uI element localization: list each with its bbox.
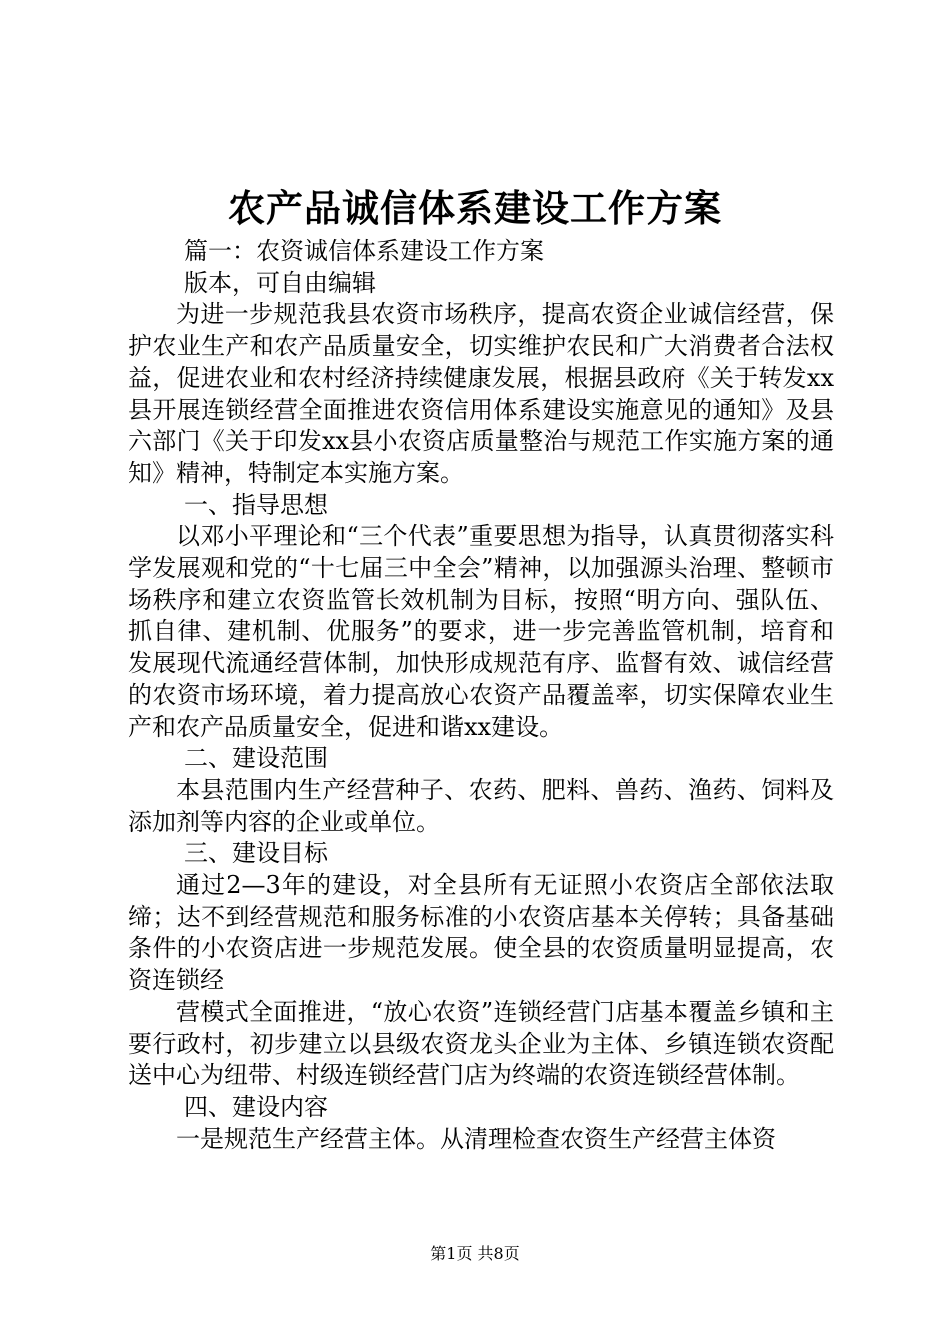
body-paragraph: 以邓小平理论和“三个代表”重要思想为指导，认真贯彻落实科学发展观和党的“十七届三中全会”精神，以加强源头治理、整顿市场秩序和建立农资监管长效机制为目标，按照“明方向、强队伍、抓自律、建机制、优服务”的要求，进一步完善监管机制，培育和发展现代流通经营体制，加快形成规范有序、监督有效、诚信经营的农资市场环境，着力提高放心农资产品覆盖率，切实保障农业生产和农产品质量安全，促进和谐xx建设。 xyxy=(128,522,834,741)
body-paragraph: 营模式全面推进，“放心农资”连锁经营门店基本覆盖乡镇和主要行政村，初步建立以县级农资龙头企业为主体、乡镇连锁农资配送中心为纽带、村级连锁经营门店为终端的农资连锁经营体制。 xyxy=(128,997,834,1090)
body-paragraph: 本县范围内生产经营种子、农药、肥料、兽药、渔药、饲料及添加剂等内容的企业或单位。 xyxy=(128,775,834,836)
body-paragraph: 为进一步规范我县农资市场秩序，提高农资企业诚信经营，保护农业生产和农产品质量安全，切实维护农民和广大消费者合法权益，促进农业和农村经济持续健康发展，根据县政府《关于转发xx县开展连锁经营全面推进农资信用体系建设实施意见的通知》及县六部门《关于印发xx县小农资店质量整治与规范工作实施方案的通知》精神，特制定本实施方案。 xyxy=(128,300,834,487)
section-heading: 三、建设目标 xyxy=(184,839,328,868)
section-heading: 版本，可自由编辑 xyxy=(184,268,376,297)
page-footer: 第1页 共8页 xyxy=(430,1244,520,1263)
section-heading: 篇一：农资诚信体系建设工作方案 xyxy=(184,237,544,265)
section-heading: 一、指导思想 xyxy=(184,490,328,519)
body-paragraph: 一是规范生产经营主体。从清理检查农资生产经营主体资 xyxy=(176,1124,776,1153)
document-title: 农产品诚信体系建设工作方案 xyxy=(228,186,722,230)
section-heading: 二、建设范围 xyxy=(184,744,328,773)
section-heading: 四、建设内容 xyxy=(184,1092,328,1121)
document-body xyxy=(128,236,834,1155)
body-paragraph: 通过2—3年的建设，对全县所有无证照小农资店全部依法取缔；达不到经营规范和服务标准的小农资店基本关停转；具备基础条件的小农资店进一步规范发展。使全县的农资质量明显提高，农资连锁经 xyxy=(128,871,834,995)
